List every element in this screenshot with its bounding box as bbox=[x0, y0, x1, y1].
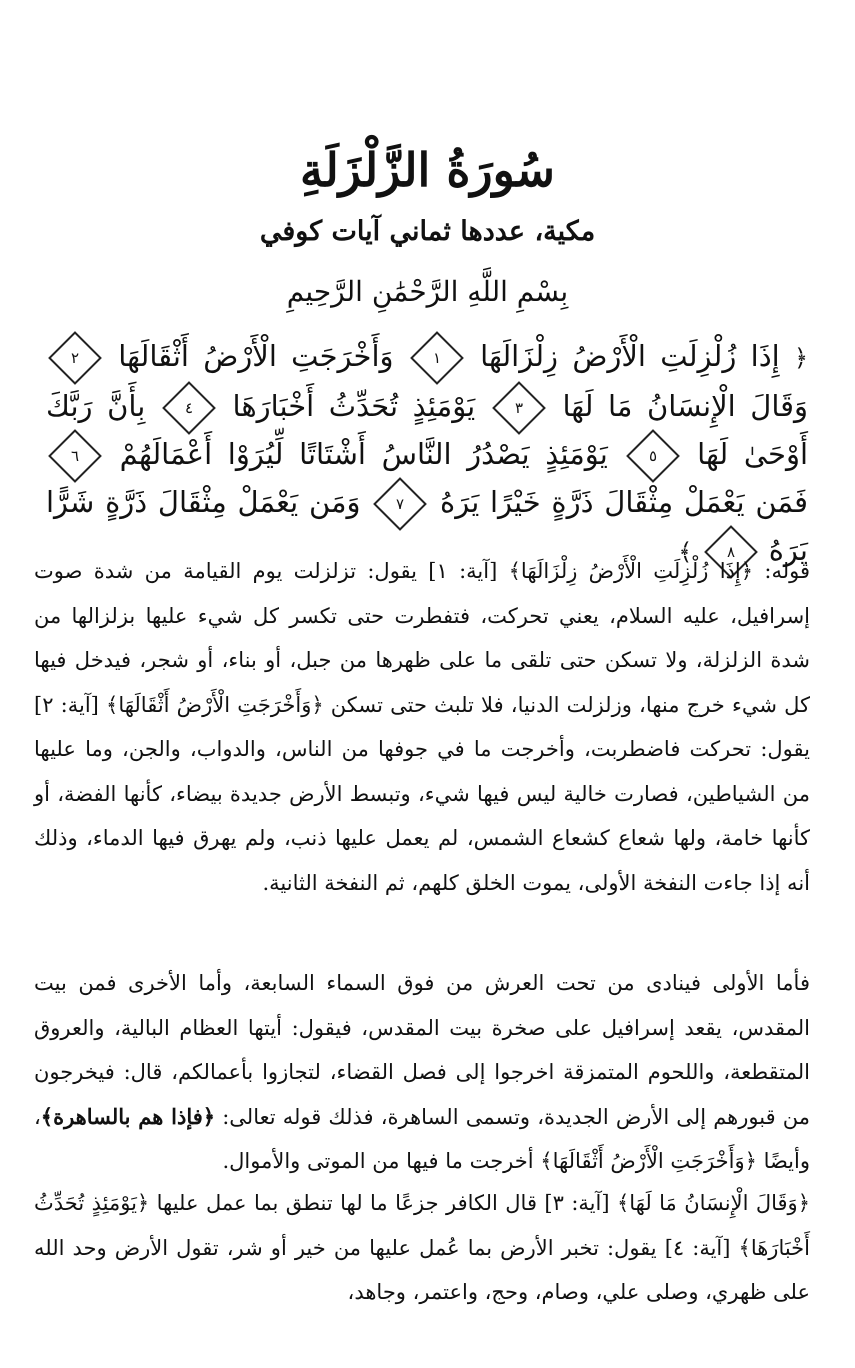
ayah-8-marker: ٨ bbox=[704, 525, 758, 579]
ayah-7-text: فَمَن يَعْمَلْ مِثْقَالَ ذَرَّةٍ خَيْرًا يَرَهُ bbox=[440, 485, 809, 519]
ayah-3-text: وَقَالَ الْإِنسَانُ مَا لَهَا bbox=[562, 389, 809, 423]
closing-bracket: ﴾ bbox=[678, 538, 693, 566]
commentary-paragraph-3: ﴿وَقَالَ الْإِنسَانُ مَا لَهَا﴾ [آية: ٣] قال الكافر جزعًا ما لها تنطق بما عمل عليها ﴿يَوْمَئِذٍ تُحَدِّثُ أَخْبَارَهَا﴾ [آية: ٤] يقول: تخبر الأرض بما عُمل عليها من خير أو شر، تقول الأرض وحد الله على ظهري، وصلى علي، وصام، وحج، واعتمر، وجاهد، bbox=[34, 1191, 810, 1304]
ayah-4-text: يَوْمَئِذٍ تُحَدِّثُ أَخْبَارَهَا bbox=[232, 389, 476, 423]
ayah-5-text: بِأَنَّ رَبَّكَ أَوْحَىٰ لَهَا bbox=[46, 389, 809, 471]
surah-subtitle: مكية، عددها ثماني آيات كوفي bbox=[259, 216, 596, 247]
quran-verses bbox=[46, 332, 808, 576]
ayah-7-marker: ٧ bbox=[373, 477, 427, 531]
commentary-p2-text: فأما الأولى فينادى من تحت العرش من فوق السماء السابعة، وأما الأخرى فمن بيت المقدس، يقعد إسرافيل على صخرة بيت المقدس، فيقول: أيتها العظام البالية، والعروق المتقطعة، واللحوم المتمزقة اخرجوا إلى فصل القضاء، لتجازوا بأعمالكم، قال: فيخرجون من قبورهم إلى الأرض الجديدة، وتسمى الساهرة، فذلك قوله تعالى: bbox=[34, 971, 810, 1129]
ayah-5-marker: ٥ bbox=[626, 429, 680, 483]
commentary-p2-tail: ، وأيضًا ﴿وَأَخْرَجَتِ الْأَرْضُ أَثْقَالَهَا﴾ أخرجت ما فيها من الموتى والأموال. bbox=[34, 1104, 810, 1173]
commentary-paragraph-2 bbox=[34, 961, 810, 1184]
opening-bracket: ﴿ bbox=[793, 344, 809, 372]
commentary-paragraph-1: قوله: ﴿إِذَا زُلْزِلَتِ الْأَرْضُ زِلْزَالَهَا﴾ [آية: ١] يقول: تزلزلت يوم القيامة من شدة صوت إسرافيل، عليه السلام، يعني تحركت، فتفطرت حتى تكسر كل شيء عليها بزلزالها من شدة الزلزلة، ولا تسكن حتى تلقى ما على ظهرها من جبل، أو بناء، أو شجر، فيدخل فيها كل شيء خرج منها، وزلزلت الدنيا، فلا تلبث حتى تسكن ﴿وَأَخْرَجَتِ الْأَرْضُ أَثْقَالَهَا﴾ [آية: ٢] يقول: تحركت فاضطربت، وأخرجت ما في جوفها من الناس، والدواب، والجن، وما عليها من الشياطين، فصارت خالية ليس فيها شيء، وتبسط الأرض جديدة بيضاء، كأنها الفضة، أو كأنها خامة، ولها شعاع كشعاع الشمس، لم يعمل عليها ذنب، ولم يهرق فيها الدماء، وذلك أنه إذا جاءت النفخة الأولى، يموت الخلق كلهم، ثم النفخة الثانية. bbox=[34, 559, 810, 895]
ayah-6-marker: ٦ bbox=[48, 429, 102, 483]
ayah-3-marker: ٣ bbox=[492, 381, 546, 435]
basmala: بِسْمِ اللَّهِ الرَّحْمَٰنِ الرَّحِيمِ bbox=[286, 275, 569, 308]
commentary-p2-quote: ﴿فإذا هم بالساهرة﴾ bbox=[40, 1103, 216, 1129]
ayah-1-text: إِذَا زُلْزِلَتِ الْأَرْضُ زِلْزَالَهَا bbox=[480, 339, 780, 373]
ayah-8-text: وَمَن يَعْمَلْ مِثْقَالَ ذَرَّةٍ شَرًّا يَرَهُ bbox=[46, 485, 808, 567]
ayah-2-text: وَأَخْرَجَتِ الْأَرْضُ أَثْقَالَهَا bbox=[118, 339, 394, 373]
ayah-2-marker: ٢ bbox=[48, 331, 102, 385]
ayah-4-marker: ٤ bbox=[162, 381, 216, 435]
ayah-1-marker: ١ bbox=[410, 331, 464, 385]
surah-title: سُورَةُ الزَّلْزَلَةِ bbox=[300, 143, 555, 197]
ayah-6-text: يَوْمَئِذٍ يَصْدُرُ النَّاسُ أَشْتَاتًا لِّيُرَوْا أَعْمَالَهُمْ bbox=[119, 437, 608, 471]
